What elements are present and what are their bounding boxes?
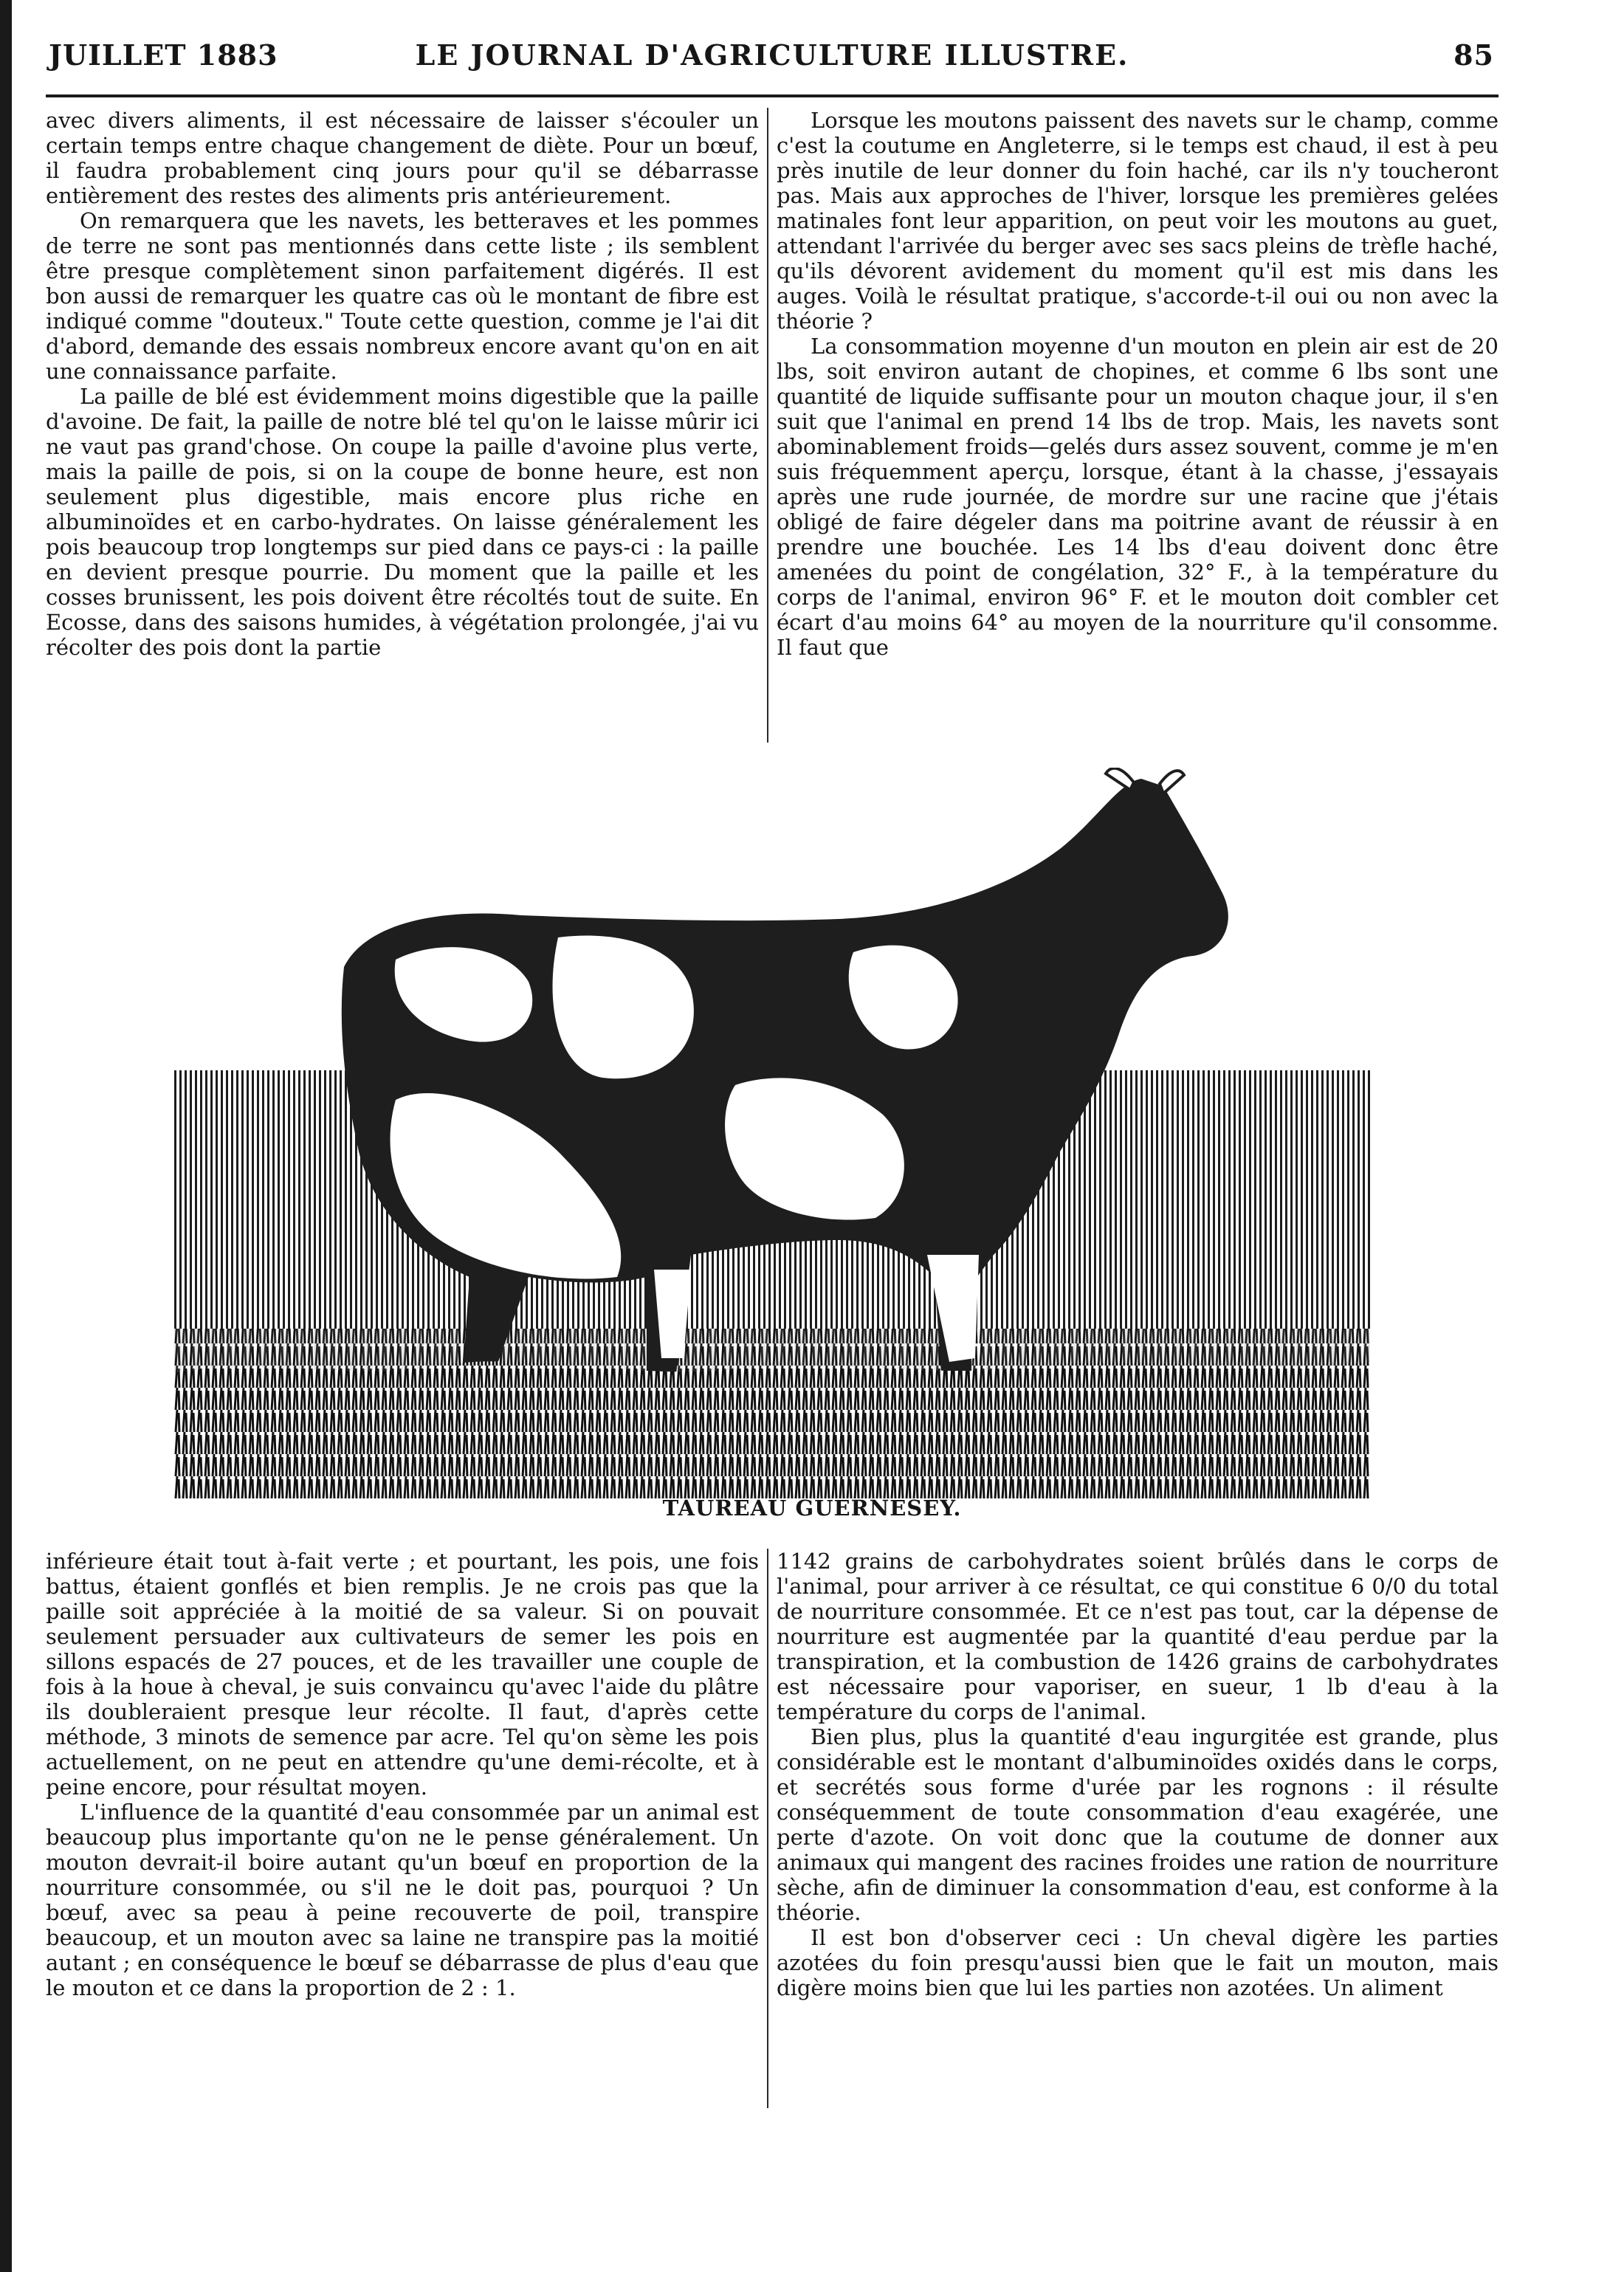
- column-divider: [767, 108, 768, 743]
- page-number: 85: [1453, 38, 1494, 72]
- paragraph: inférieure était tout à-fait verte ; et pourtant, les pois, une fois battus, étaient gonflés et bien remplis. Je ne crois pas que la paille soit appréciée à la moitié de sa valeur. Si on pouvait seulement persuader aux cultivateurs de semer les pois en sillons espacés de 27 pouces, et de les travailler une couple de fois à la houe à cheval, je suis convaincu qu'avec l'aide du plâtre ils doubleraient presque leur récolte. Il faut, d'après cette méthode, 3 minots de semence par acre. Tel qu'on sème les pois actuellement, on ne peut en attendre qu'une demi-récolte, et à peine encore, pour résultat moyen.: [46, 1549, 759, 1800]
- foreground-grass: [174, 1361, 1370, 1498]
- figure-caption: TAUREAU GUERNESEY.: [662, 1495, 962, 1521]
- column-bottom-right: [777, 1549, 1499, 2000]
- paragraph: avec divers aliments, il est nécessaire de laisser s'écouler un certain temps entre chaque changement de diète. Pour un bœuf, il faudra probablement cinq jours pour qu'il se débarrasse entièrement des restes des aliments pris antérieurement.: [46, 108, 759, 208]
- issue-date: JUILLET 1883: [49, 38, 278, 72]
- left-margin-rule: [0, 0, 12, 2272]
- column-top-right: [777, 108, 1499, 660]
- header-rule: [46, 94, 1499, 97]
- column-top-left: [46, 108, 759, 660]
- column-divider: [767, 1549, 768, 2108]
- journal-title: LE JOURNAL D'AGRICULTURE ILLUSTRE.: [415, 38, 1129, 72]
- paragraph: Lorsque les moutons paissent des navets sur le champ, comme c'est la coutume en Angleterre, si le temps est chaud, il est à peu près inutile de leur donner du foin haché, car ils n'y toucheront pas. Mais aux approches de l'hiver, lorsque les premières gelées matinales font leur apparition, on peut voir les moutons au guet, attendant l'arrivée du berger avec ses sacs pleins de trèfle haché, qu'ils dévorent avidement du moment qu'il est mis dans les auges. Voilà le résultat pratique, s'accorde-t-il oui ou non avec la théorie ?: [777, 108, 1499, 334]
- paragraph: La paille de blé est évidemment moins digestible que la paille d'avoine. De fait, la paille de notre blé tel qu'on le laisse mûrir ici ne vaut pas grand'chose. On coupe la paille d'avoine plus verte, mais la paille de pois, si on la coupe de bonne heure, est non seulement plus digestible, mais encore plus riche en albuminoïdes et en carbo-hydrates. On laisse généralement les pois beaucoup trop longtemps sur pied dans ce pays-ci : la paille en devient presque pourrie. Du moment que la paille et les cosses brunissent, les pois doivent être récoltés tout de suite. En Ecosse, dans des saisons humides, à végétation prolongée, j'ai vu récolter des pois dont la partie: [46, 384, 759, 660]
- paragraph: Il est bon d'observer ceci : Un cheval digère les parties azotées du foin presqu'aussi bien que le fait un mouton, mais digère moins bien que lui les parties non azotées. Un aliment: [777, 1925, 1499, 2000]
- paragraph: On remarquera que les navets, les betteraves et les pommes de terre ne sont pas mentionnés dans cette liste ; ils semblent être presque complètement sinon parfaitement digérés. Il est bon aussi de remarquer les quatre cas où le montant de fibre est indiqué comme "douteux." Toute cette question, comme je l'ai dit d'abord, demande des essais nombreux encore avant qu'on en ait une connaissance parfaite.: [46, 208, 759, 384]
- paragraph: L'influence de la quantité d'eau consommée par un animal est beaucoup plus importante qu'on ne le pense généralement. Un mouton devrait-il boire autant qu'un bœuf en proportion de la nourriture consommée, ou s'il ne le doit pas, pourquoi ? Un bœuf, avec sa peau à peine recouverte de poil, transpire beaucoup, et un mouton avec sa laine ne transpire pas la moitié autant ; en conséquence le bœuf se débarrasse de plus d'eau que le mouton et ce dans la proportion de 2 : 1.: [46, 1800, 759, 2000]
- paragraph: La consommation moyenne d'un mouton en plein air est de 20 lbs, soit environ autant de chopines, et comme 6 lbs sont une quantité de liquide suffisante pour un mouton chaque jour, il s'en suit que l'animal en prend 14 lbs de trop. Mais, les navets sont abominablement froids—gelés durs assez souvent, comme je m'en suis fréquemment aperçu, lorsque, étant à la chasse, j'essayais après une rude journée, de mordre sur une racine que j'étais obligé de faire dégeler dans ma poitrine avant de réussir à en prendre une bouchée. Les 14 lbs d'eau doivent donc être amenées du point de congélation, 32° F., à la température du corps de l'animal, environ 96° F. et le mouton doit combler cet écart d'au moins 64° au moyen de la nourriture qu'il consomme. Il faut que: [777, 334, 1499, 660]
- column-bottom-left: [46, 1549, 759, 2000]
- bull-engraving: [174, 768, 1370, 1498]
- page-header: [46, 28, 1499, 83]
- paragraph: Bien plus, plus la quantité d'eau ingurgitée est grande, plus considérable est le montant d'albuminoïdes oxidés dans le corps, et secrétés sous forme d'urée par les rognons : il résulte conséquemment de toute consommation d'eau exagérée, une perte d'azote. On voit donc que la coutume de donner aux animaux qui mangent des racines froides une ration de nourriture sèche, afin de diminuer la consommation d'eau, est conforme à la théorie.: [777, 1724, 1499, 1925]
- paragraph: 1142 grains de carbohydrates soient brûlés dans le corps de l'animal, pour arriver à ce résultat, ce qui constitue 6 0/0 du total de nourriture consommée. Et ce n'est pas tout, car la dépense de nourriture est augmentée par la quantité d'eau perdue par la transpiration, et la combustion de 1426 grains de carbohydrates est nécessaire pour vaporiser, en sueur, 1 lb d'eau à la température du corps de l'animal.: [777, 1549, 1499, 1724]
